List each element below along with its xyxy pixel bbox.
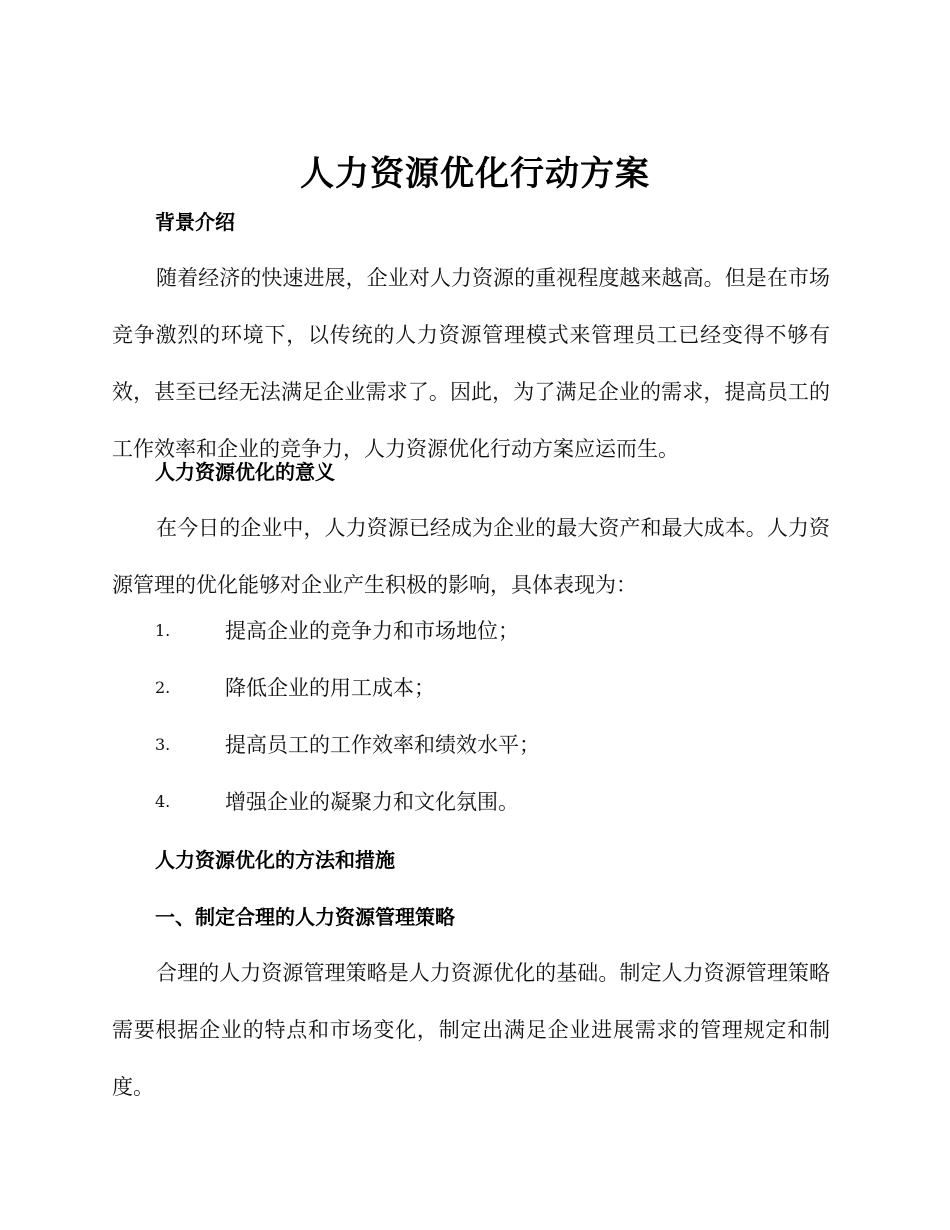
- list-item-number: 1.: [155, 621, 171, 640]
- subheading-strategy: 一、制定合理的人力资源管理策略: [155, 905, 455, 929]
- paragraph-significance: 在今日的企业中，人力资源已经成为企业的最大资产和最大成本。人力资源管理的优化能够对企业产生积极的影响，具体表现为：: [112, 516, 830, 597]
- list-item: [155, 782, 835, 822]
- list-item-number: 2.: [155, 678, 171, 697]
- list-item-number: 3.: [155, 735, 171, 754]
- section-heading-methods: 人力资源优化的方法和措施: [155, 848, 395, 872]
- paragraph-strategy: 合理的人力资源管理策略是人力资源优化的基础。制定人力资源管理策略需要根据企业的特点和市场变化，制定出满足企业进展需求的管理规定和制度。: [112, 961, 830, 1099]
- list-item-text: 提高员工的工作效率和绩效水平；: [225, 733, 540, 757]
- section-heading-background: 背景介绍: [155, 210, 235, 234]
- paragraph-background: 随着经济的快速进展，企业对人力资源的重视程度越来越高。但是在市场竞争激烈的环境下，以传统的人力资源管理模式来管理员工已经变得不够有效，甚至已经无法满足企业需求了。因此，为了满足企业的需求，提高员工的工作效率和企业的竞争力，人力资源优化行动方案应运而生。: [112, 266, 830, 461]
- list-item-text: 提高企业的竞争力和市场地位；: [225, 619, 519, 643]
- list-item: [155, 725, 835, 765]
- list-item-text: 增强企业的凝聚力和文化氛围。: [225, 790, 519, 814]
- section-heading-significance: 人力资源优化的意义: [155, 460, 335, 484]
- document-title: 人力资源优化行动方案: [300, 154, 650, 194]
- list-item-text: 降低企业的用工成本；: [225, 676, 435, 700]
- list-item: [155, 668, 835, 708]
- list-item: [155, 611, 835, 651]
- list-item-number: 4.: [155, 792, 171, 811]
